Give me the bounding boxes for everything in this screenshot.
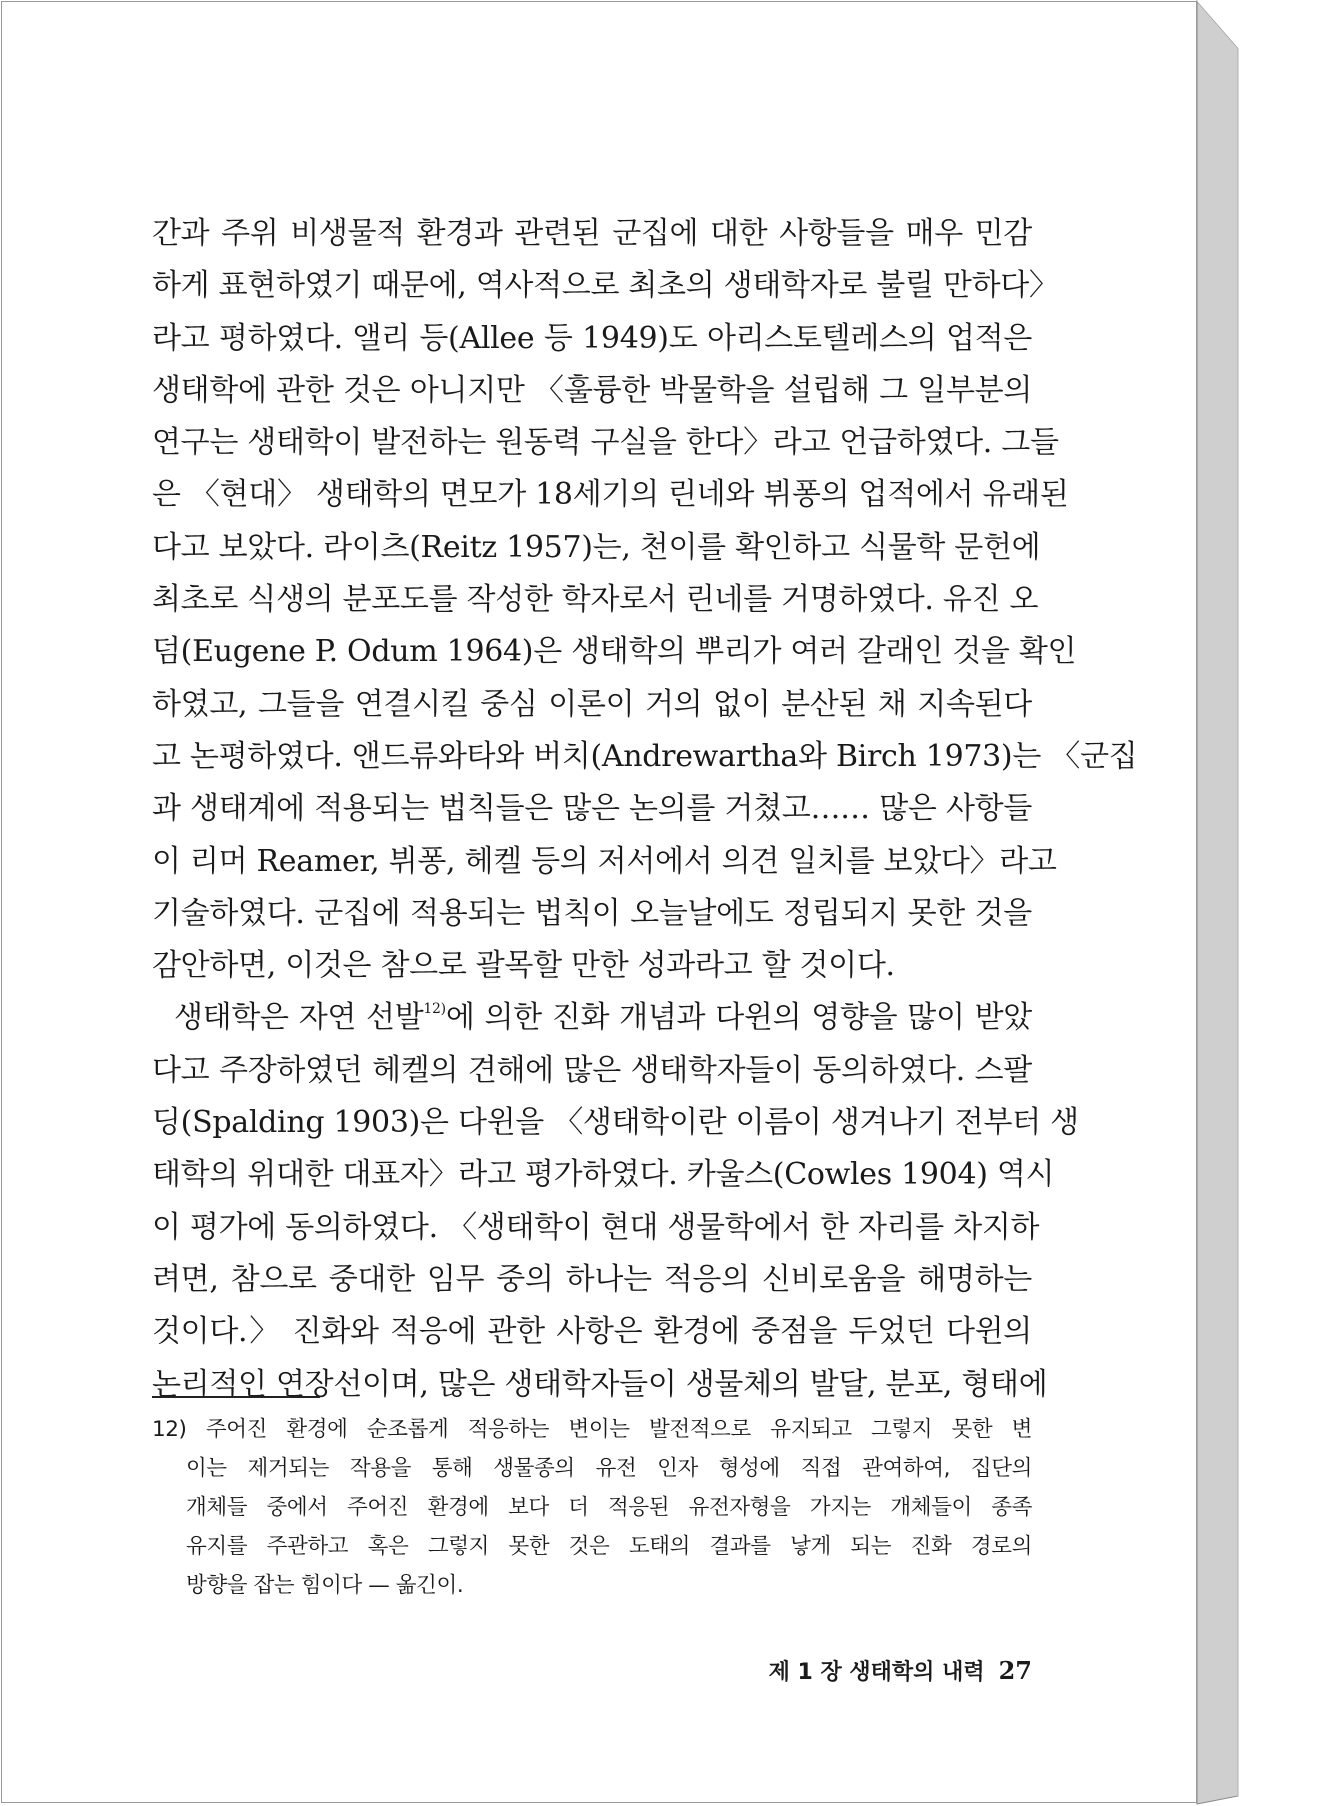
body-line: 태학의 위대한 대표자〉라고 평가하였다. 카울스(Cowles 1904) 역시: [152, 1157, 1055, 1193]
body-line: 딩(Spalding 1903)은 다윈을 〈생태학이란 이름이 생겨나기 전부터 생: [152, 1105, 1079, 1141]
footnote-divider: [152, 1396, 320, 1398]
body-line: 덤(Eugene P. Odum 1964)은 생태학의 뿌리가 여러 갈래인 것을 확인: [152, 634, 1077, 670]
body-line: 논리적인 연장선이며, 많은 생태학자들이 생물체의 발달, 분포, 형태에: [152, 1366, 1048, 1402]
footnote-line: 이는 제거되는 작용을 통해 생물종의 유전 인자 형성에 직접 관여하여, 집단의: [186, 1456, 1032, 1481]
footnote-line: 유지를 주관하고 혹은 그렇지 못한 것은 도태의 결과를 낳게 되는 진화 경로의: [186, 1534, 1032, 1559]
footnote-line: 개체들 중에서 주어진 환경에 보다 더 적응된 유전자형을 가지는 개체들이 종족: [186, 1495, 1032, 1520]
body-line: 하게 표현하였기 때문에, 역사적으로 최초의 생태학자로 불릴 만하다〉: [152, 268, 1059, 304]
footnote-reference[interactable]: 12): [423, 1001, 446, 1018]
body-text-span: 에 의한 진화 개념과 다윈의 영향을 많이 받았: [445, 1000, 1032, 1036]
body-line: 과 생태계에 적용되는 법칙들은 많은 논의를 거쳤고…… 많은 사항들: [152, 791, 1032, 827]
footnote-line: 12) 주어진 환경에 순조롭게 적응하는 변이는 발전적으로 유지되고 그렇지 못한 변: [152, 1417, 1032, 1442]
body-line: 하였고, 그들을 연결시킬 중심 이론이 거의 없이 분산된 채 지속된다: [152, 686, 1032, 722]
body-line: 감안하면, 이것은 참으로 괄목할 만한 성과라고 할 것이다.: [152, 948, 895, 984]
body-line: 것이다.〉 진화와 적응에 관한 사항은 환경에 중점을 두었던 다윈의: [152, 1314, 1032, 1350]
body-line: 다고 주장하였던 헤켈의 견해에 많은 생태학자들이 동의하였다. 스팔: [152, 1052, 1032, 1088]
body-line: 기술하였다. 군집에 적용되는 법칙이 오늘날에도 정립되지 못한 것을: [152, 895, 1032, 931]
body-line: 다고 보았다. 라이츠(Reitz 1957)는, 천이를 확인하고 식물학 문헌에: [152, 529, 1041, 565]
body-line: 연구는 생태학이 발전하는 원동력 구실을 한다〉라고 언급하였다. 그들: [152, 425, 1059, 461]
footnote-block: [152, 1410, 1032, 1605]
page-body: [152, 208, 1138, 1411]
body-line: 라고 평하였다. 앨리 등(Allee 등 1949)도 아리스토텔레스의 업적은: [152, 320, 1032, 356]
body-line: 은 〈현대〉 생태학의 면모가 18세기의 린네와 뷔퐁의 업적에서 유래된: [152, 477, 1069, 513]
body-line: 이 평가에 동의하였다. 〈생태학이 현대 생물학에서 한 자리를 차지하: [152, 1209, 1040, 1245]
footnote-line: 방향을 잡는 힘이다 — 옮긴이.: [186, 1573, 464, 1598]
body-line: 간과 주위 비생물적 환경과 관련된 군집에 대한 사항들을 매우 민감: [152, 216, 1032, 251]
body-line: 고 논평하였다. 앤드류와타와 버치(Andrewartha와 Birch 1973)는 〈군집: [152, 738, 1138, 774]
chapter-title: 제 1 장 생태학의 내력: [768, 1660, 985, 1685]
body-line: 최초로 식생의 분포도를 작성한 학자로서 린네를 거명하였다. 유진 오: [152, 582, 1039, 618]
page-number: 27: [998, 1656, 1032, 1685]
paragraph-first-line: [152, 992, 1032, 1044]
body-text-span: 생태학은 자연 선발: [174, 1000, 424, 1036]
body-line: 생태학에 관한 것은 아니지만 〈훌륭한 박물학을 설립해 그 일부분의: [152, 372, 1032, 408]
running-footer: [600, 1655, 1032, 1686]
body-line: 려면, 참으로 중대한 임무 중의 하나는 적응의 신비로움을 해명하는: [152, 1261, 1032, 1297]
body-line: 이 리머 Reamer, 뷔퐁, 헤켈 등의 저서에서 의견 일치를 보았다〉라고: [152, 843, 1057, 879]
